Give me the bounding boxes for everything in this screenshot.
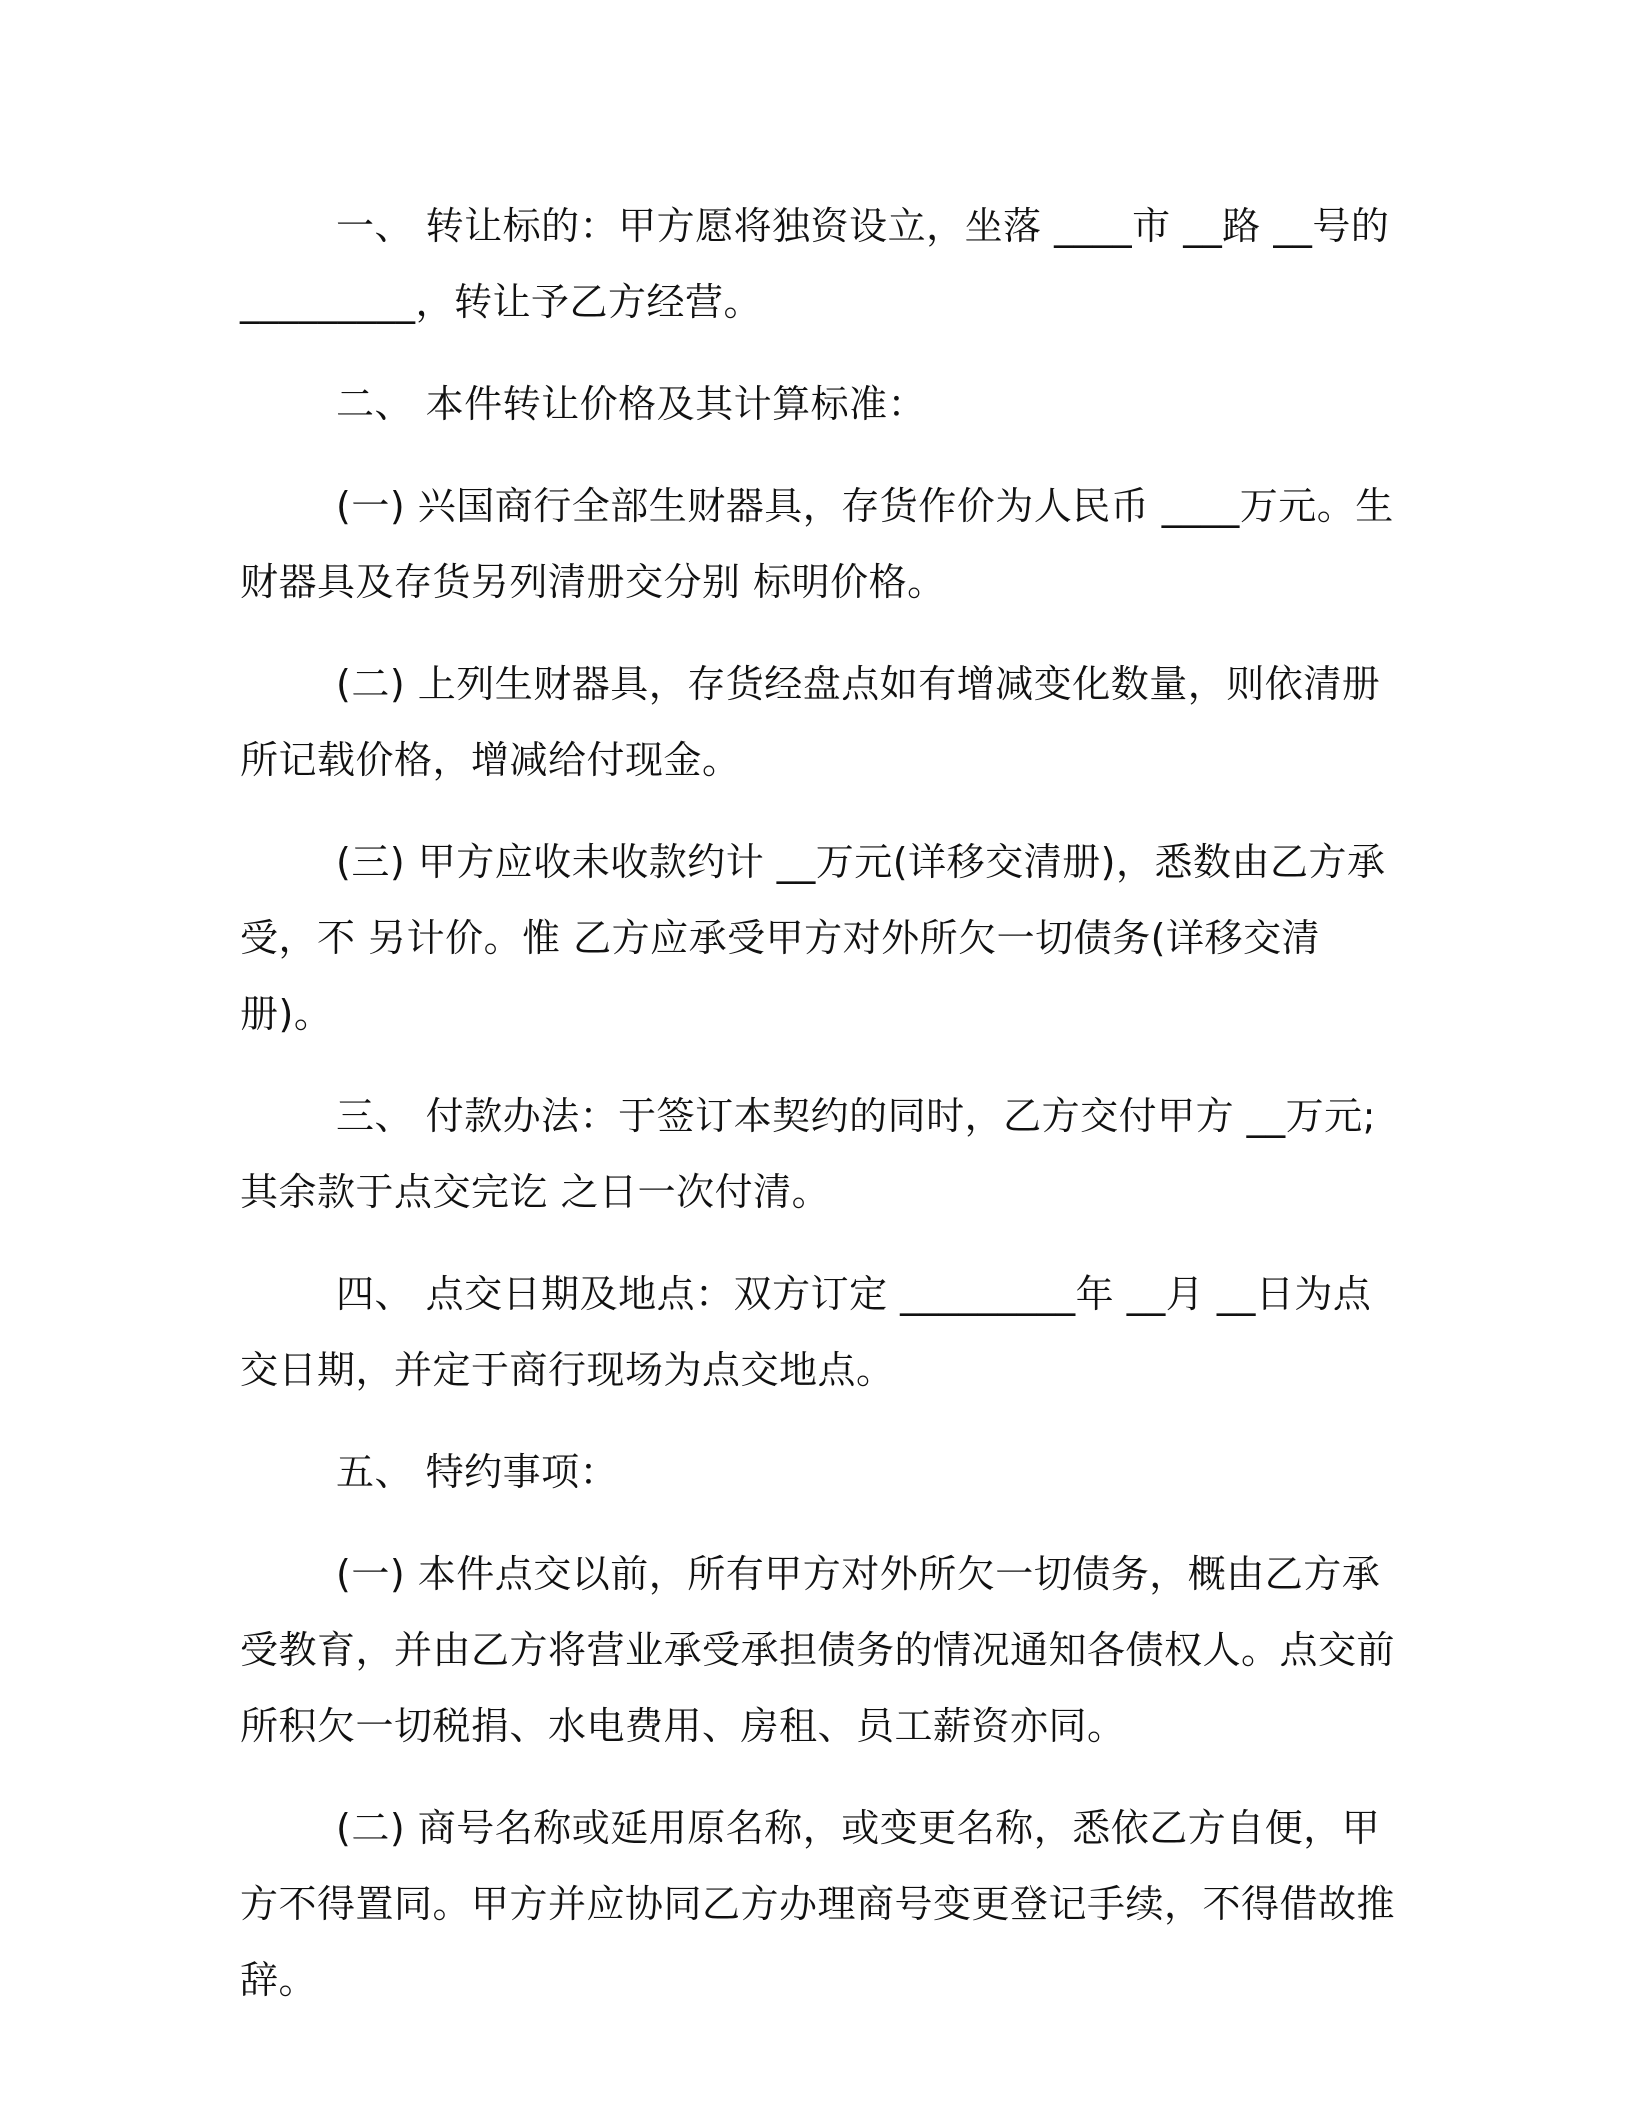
clause-2-item-2: (二) 上列生财器具，存货经盘点如有增减变化数量，则依清册所记载价格，增减给付现金。 <box>240 662 1381 782</box>
clause-2-item-1: (一) 兴国商行全部生财器具，存货作价为人民币 ____万元。生财器具及存货另列清册交分别 标明价格。 <box>240 484 1394 604</box>
clause-1-transfer-subject: 一、 转让标的：甲方愿将独资设立，坐落 ____市 __路 __号的 _________，转让予乙方经营。 <box>240 204 1390 324</box>
document-body <box>240 188 1400 2044</box>
clause-5-item-1: (一) 本件点交以前，所有甲方对外所欠一切债务，概由乙方承受教育，并由乙方将营业承受承担债务的情况通知各债权人。点交前所积欠一切税捐、水电费用、房租、员工薪资亦同。 <box>240 1552 1396 1748</box>
clause-2-price-heading: 二、 本件转让价格及其计算标准： <box>336 382 927 426</box>
clause-3-payment: 三、 付款办法：于签订本契约的同时，乙方交付甲方 __万元;其余款于点交完讫 之日一次付清。 <box>240 1094 1376 1214</box>
clause-4-handover: 四、 点交日期及地点：双方订定 _________年 __月 __日为点交日期，并定于商行现场为点交地点。 <box>240 1272 1372 1392</box>
clause-5-item-2: (二) 商号名称或延用原名称，或变更名称，悉依乙方自便，甲方不得置同。甲方并应协同乙方办理商号变更登记手续，不得借故推辞。 <box>240 1806 1396 2002</box>
clause-2-item-3: (三) 甲方应收未收款约计 __万元(详移交清册)，悉数由乙方承受，不 另计价。惟 乙方应承受甲方对外所欠一切债务(详移交清册)。 <box>240 840 1386 1036</box>
clause-5-special-heading: 五、 特约事项： <box>336 1450 619 1494</box>
